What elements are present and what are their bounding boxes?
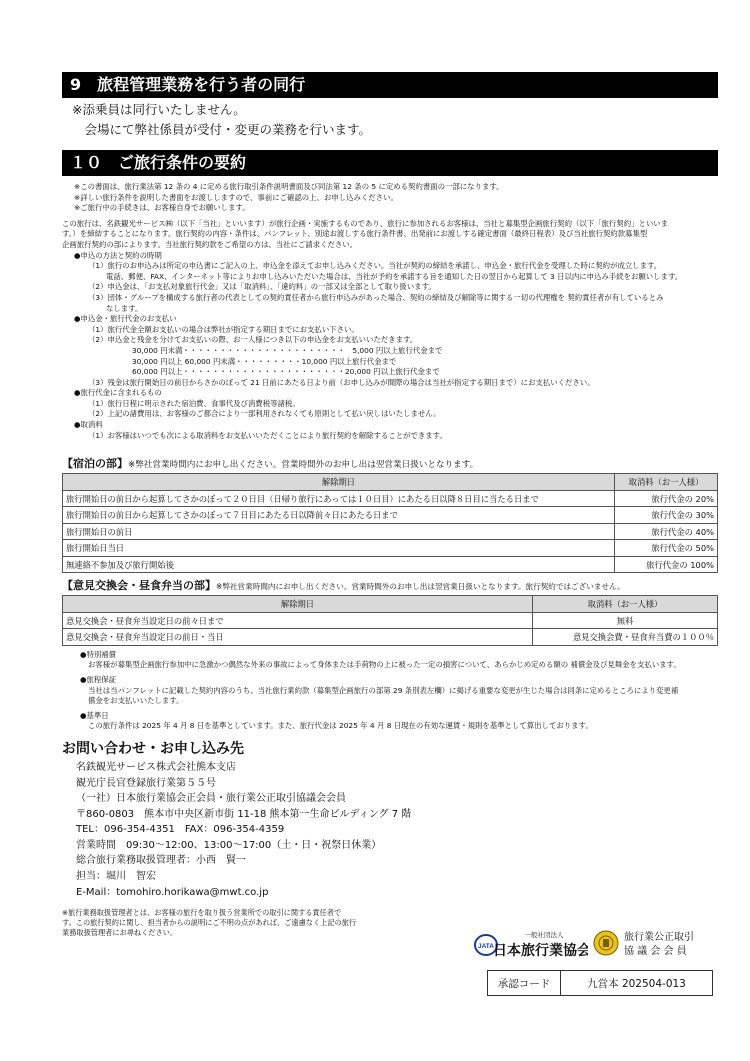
table-cell: 旅行開始日当日 <box>63 540 615 557</box>
page-content <box>62 72 718 938</box>
extra-line: 償金をお支払いいたします。 <box>88 696 184 706</box>
payment-line: （3）残金は旅行開始日の前日からさかのぼって 21 日前にあたる日より前（お申し込みが間際の場合は当社が指定する期日まで）にお支払いください。 <box>88 377 595 387</box>
jata-emblem-icon <box>472 928 588 958</box>
contact-line: 担当：堀川 智宏 <box>76 871 156 883</box>
table-row <box>63 612 718 629</box>
contact-title: お問い合わせ・お申し込み先 <box>62 740 244 757</box>
intro-line: 企画旅行契約の部によります。当社旅行契約款をご希望の方は、当社にご請求ください。 <box>62 239 358 249</box>
section-10-notes <box>62 182 718 214</box>
table-cell: 旅行代金の 20% <box>615 490 718 507</box>
section-10-heading: １０ ご旅行条件の要約 <box>62 150 718 176</box>
section-9-line: 会場にて弊社係員が受付・変更の業務を行います。 <box>72 122 372 137</box>
jata-logo <box>472 928 588 958</box>
table-cell: 意見交換会費・昼食弁当費の１００％ <box>533 629 718 646</box>
payment-heading: ●申込金・旅行代金のお支払い <box>74 314 177 324</box>
table-header-row <box>63 596 718 613</box>
included-heading: ●旅行代金に含まれるもの <box>74 388 162 398</box>
contact-line: 営業時間 09:30～12:00、13:00～17:00（土・日・祝祭日休業） <box>76 839 382 851</box>
table-cell: 旅行開始日の前日から起算してさかのぼって７日目にあたる日以降前々日にあたる日まで <box>63 507 615 524</box>
extra-heading: ●基準日 <box>80 710 109 720</box>
apply-line: なします。 <box>106 303 143 313</box>
cancel-line: （1）お客様はいつでも次による取消料をお支払いいただくことにより旅行契約を解除することができます。 <box>88 430 447 440</box>
table-cell: 意見交換会・昼食弁当設定日の前々日まで <box>63 612 533 629</box>
contact-block <box>62 760 718 900</box>
council-seal-icon <box>592 928 722 958</box>
extras-section <box>62 650 718 732</box>
table-cell: 意見交換会・昼食弁当設定日の前日・当日 <box>63 629 533 646</box>
table-row <box>63 490 718 507</box>
cancel-section <box>62 420 718 441</box>
note-line: ※詳しい旅行条件を説明した書面をお渡ししますので、事前にご確認の上、お申し込みください。 <box>74 192 398 202</box>
table-header: 解除期日 <box>63 596 533 613</box>
extra-heading: ●特別補償 <box>80 649 117 659</box>
jata-small-text: 一般社団法人 <box>524 931 564 939</box>
table-cell: 旅行代金の 40% <box>615 523 718 540</box>
table-header: 解除期日 <box>63 474 615 491</box>
table-cell: 無料 <box>533 612 718 629</box>
approval-code-box <box>487 970 713 996</box>
fair-trade-council-logo <box>592 928 722 958</box>
table-header: 取消料（お一人様） <box>533 596 718 613</box>
extra-line: この旅行条件は 2025 年 4 月 8 日を基準としています。また、旅行代金は 2025 年 4 月 8 日現在の有効な運賃・規則を基準として算出しております。 <box>88 721 593 731</box>
footnote-line: ※旅行業務取扱管理者とは、お客様の旅行を取り扱う営業所での取引に関する責任者で <box>62 908 342 918</box>
payment-line: （1）旅行代金全額お支払いの場合は弊社が指定する期日までにお支払い下さい。 <box>88 324 359 334</box>
council-line-1: 旅行業公正取引 <box>624 932 694 943</box>
note-line: ※ご旅行中の手続きは、お客様自身でお願いします。 <box>74 203 250 213</box>
extra-line: お客様が募集型企画旅行参加中に急激かつ偶然な外来の事故によって身体または手荷物の上に被った一定の損害について、あらかじめ定める額の 補償金及び見舞金を支払います。 <box>88 660 681 670</box>
included-line: （1）旅行日程に明示された宿泊費、食事代及び消費税等諸税。 <box>88 398 300 408</box>
intro-line: この旅行は、名鉄観光サービス㈱（以下「当社」といいます）が旅行企画・実施するものであり、旅行に参加されるお客様は、当社と募集型企画旅行契約（以下「旅行契約」といいま <box>62 218 669 228</box>
note-line: ※この書面は、旅行業法第 12 条の 4 に定める旅行取引条件説明書面及び同法第 12 条の 5 に定める契約書面の一部になります。 <box>74 182 504 191</box>
contact-line: 〒860-0803 熊本市中央区新市街 11-18 熊本第一生命ビルディング 7 階 <box>76 808 412 820</box>
included-line: （2）上記の諸費用は、お客様のご都合により一部利用されなくても原則として払い戻しはいたしません。 <box>88 409 441 419</box>
table-row <box>63 629 718 646</box>
lodging-heading <box>62 455 718 471</box>
table-header: 取消料（お一人様） <box>615 474 718 491</box>
cancel-heading: ●取消料 <box>74 420 103 430</box>
footnote-line: す。この旅行契約に関し、担当者からの説明にご不明の点があれば、ご遠慮なく上記の旅行 <box>62 918 357 928</box>
jata-mark: JATA <box>477 943 495 950</box>
table-row <box>63 540 718 557</box>
contact-line: 観光庁長官登録旅行業第５５号 <box>76 777 216 789</box>
intro-line: す。）を締結することになります。旅行契約の内容・条件は、パンフレット、別途お渡しする旅行条件書、出発前にお渡しする確定書面（最終日程表）及び当社旅行契約款募集型 <box>62 229 648 239</box>
apply-line: （2）申込金は、「お支払対象旅行代金」又は「取消料」、「違約料」の一部又は全部として取り扱います。 <box>88 282 436 292</box>
table-cell: 旅行代金の 100% <box>615 556 718 573</box>
table-cell: 旅行開始日の前日 <box>63 523 615 540</box>
apply-heading: ●申込の方法と契約の時期 <box>74 250 162 260</box>
section-9-heading: 9 旅程管理業務を行う者の同行 <box>62 72 718 98</box>
contact-email[interactable]: E-Mail：tomohiro.horikawa@mwt.co.jp <box>76 886 269 898</box>
payment-section <box>62 314 718 388</box>
section-9-line: ※添乗員は同行いたしません。 <box>72 102 246 117</box>
payment-line: （2）申込金と残金を分けてお支払いの際、お一人様につき以下の申込金をお支払いいただきます。 <box>88 335 418 345</box>
council-line-2: 協 議 会 会 員 <box>624 946 687 957</box>
contact-line: TEL：096-354-4351 FAX：096-354-4359 <box>76 824 285 836</box>
payment-tier: 30,000 円以上 60,000 円未満・・・・・・・・・10,000 円以上旅行代金まで <box>132 356 397 366</box>
table-row <box>63 507 718 524</box>
contact-line: 名鉄観光サービス株式会社熊本支店 <box>76 761 236 773</box>
manager-footnote <box>62 908 392 938</box>
table-row <box>63 556 718 573</box>
meeting-heading <box>62 577 718 593</box>
payment-tier: 60,000 円以上・・・・・・・・・・・・・・・・・・・・・・20,000 円以上旅行代金まで <box>132 367 440 377</box>
table-cell: 旅行代金の 30% <box>615 507 718 524</box>
section-10-intro <box>62 219 718 251</box>
table-row <box>63 523 718 540</box>
approval-code: 九営本 202504-013 <box>587 977 686 990</box>
lodging-title: 【宿泊の部】 <box>62 457 128 471</box>
apply-section <box>62 251 718 315</box>
included-section <box>62 388 718 420</box>
contact-line: （一社）日本旅行業協会正会員・旅行業公正取引協議会会員 <box>76 793 346 805</box>
approval-label: 承認コード <box>488 971 561 995</box>
footnote-line: 業務取扱管理者にお尋ねください。 <box>62 928 178 938</box>
meeting-cancel-table <box>62 595 718 646</box>
payment-tier: 30,000 円未満・・・・・・・・・・・・・・・・・・・・・・ 5,000 円以上旅行代金まで <box>132 345 443 355</box>
apply-line: （1）旅行のお申込みは所定の申込書にご記入の上、申込金を添えてお申し込みください。当社が契約の締結を承諾し、申込金・旅行代金を受理した時に契約が成立します。 <box>88 261 662 271</box>
jata-name: 日本旅行業協会 <box>493 943 588 958</box>
lodging-note: ※弊社営業時間内にお申し出ください。営業時間外のお申し出は翌営業日扱いとなります。 <box>128 460 479 471</box>
table-header-row <box>63 474 718 491</box>
table-cell: 旅行開始日の前日から起算してさかのぼって２０日目（日帰り旅行にあっては１０日目）にあたる日以降８日目に当たる日まで <box>63 490 615 507</box>
apply-line: 電話、郵便、FAX、インターネット等によりお申し込みいただいた場合は、当社が予約を承諾する旨を通知した日の翌日から起算して 3 日以内に申込み手続をお願いします。 <box>106 271 683 281</box>
lodging-cancel-table <box>62 473 718 573</box>
table-cell: 旅行代金の 50% <box>615 540 718 557</box>
meeting-title: 【意見交換会・昼食弁当の部】 <box>62 579 216 593</box>
table-cell: 無連絡不参加及び旅行開始後 <box>63 556 615 573</box>
apply-line: （3）団体・グループを構成する旅行者の代表としての契約責任者から旅行申込みがあった場合、契約の締結及び解除等に関する一切の代理権を 契約責任者が有しているとみ <box>88 292 664 302</box>
meeting-note: ※弊社営業時間内にお申し出ください。営業時間外のお申し出は翌営業日扱いとなります。旅行契約ではございません。 <box>216 582 625 592</box>
extra-line: 当社は当パンフレットに記載した契約内容のうち、当社旅行業約款（募集型企画旅行の部第 29 条別表左欄）に掲げる重要な変更が生じた場合は同条に定めるところにより変更補 <box>88 685 679 695</box>
extra-heading: ●旅程保証 <box>80 674 117 684</box>
contact-line: 総合旅行業務取扱管理者：小西 賢一 <box>76 855 246 867</box>
